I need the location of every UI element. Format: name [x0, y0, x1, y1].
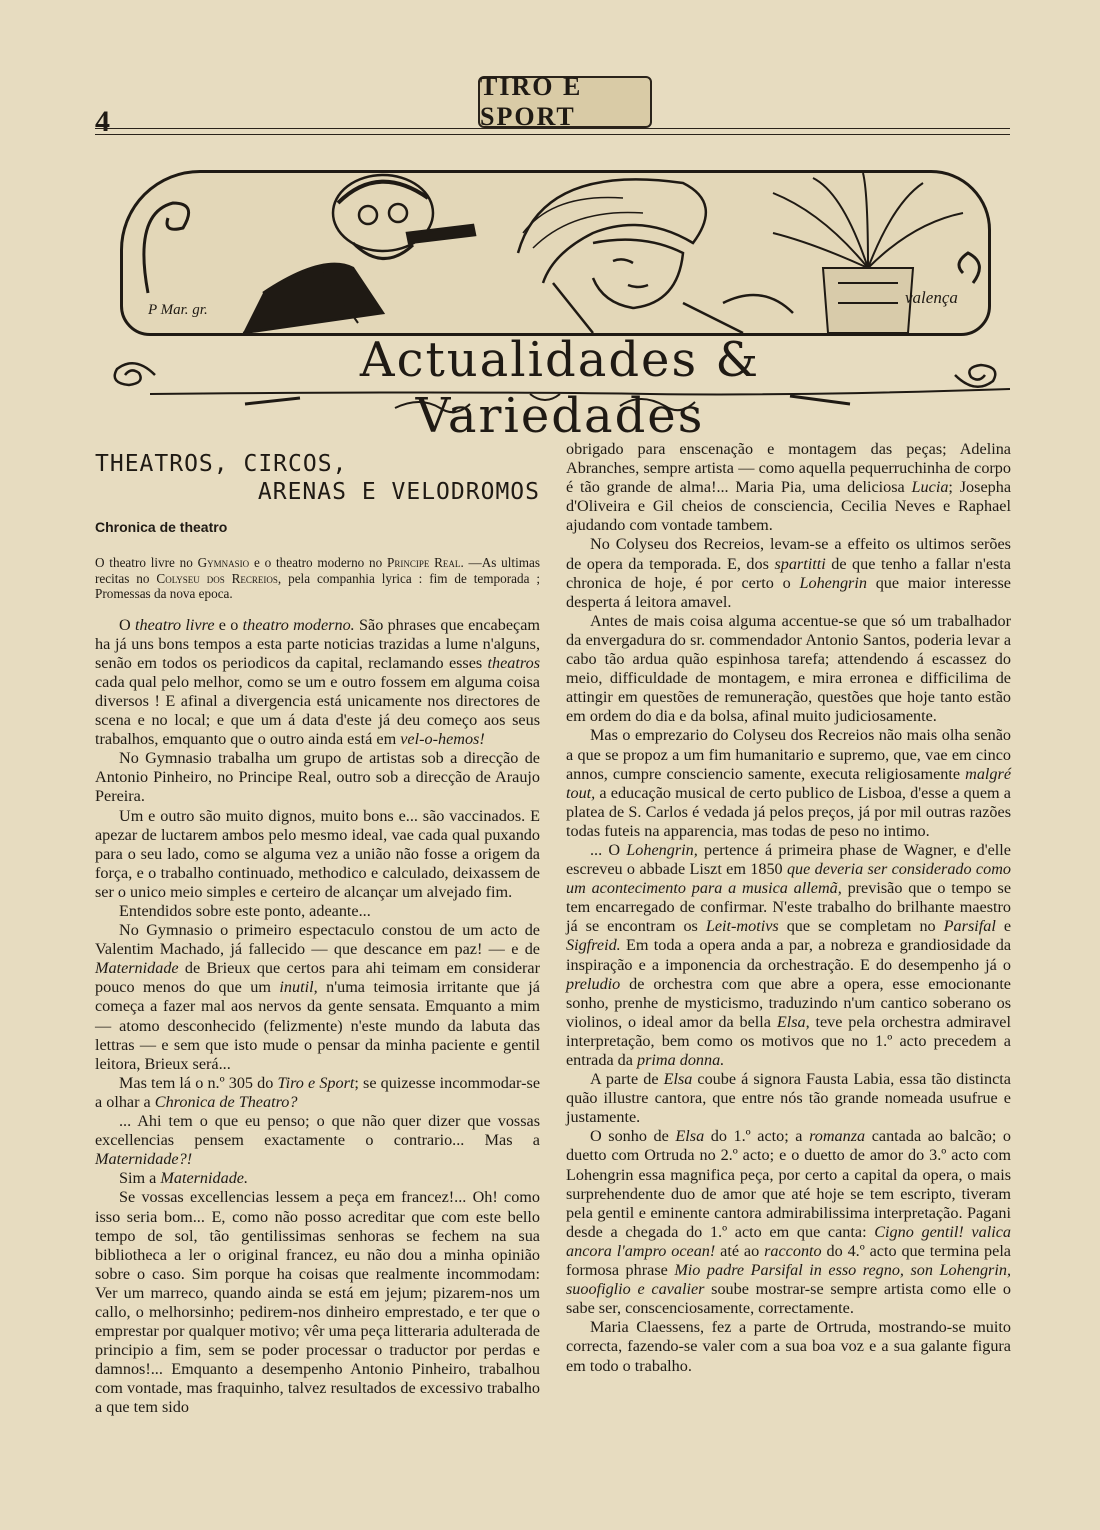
italic-text-run: theatro moderno. — [242, 615, 355, 634]
text-run: Principe Real — [387, 555, 461, 571]
text-run: O — [119, 615, 135, 634]
article-paragraph — [566, 440, 1011, 535]
article-paragraph — [95, 902, 540, 921]
page-number: 4 — [95, 105, 110, 138]
italic-text-run: Leit-motivs — [705, 917, 779, 936]
right-column-body — [566, 440, 1011, 1376]
text-run: que maior interesse desperta á leitora amavel. — [566, 573, 1011, 611]
article-paragraph — [95, 1112, 540, 1169]
italic-text-run: Chronica de Theatro? — [154, 1092, 298, 1111]
italic-text-run: Lucia — [911, 478, 949, 497]
illustrator-signature-right: valença — [905, 288, 958, 307]
text-run: e o — [214, 615, 243, 634]
article-paragraph — [566, 535, 1011, 611]
article-paragraph — [566, 1127, 1011, 1318]
italic-text-run: Cigno gentil! valica ancora l'ampro ocean! — [566, 1222, 1011, 1260]
text-run: Em toda a opera anda a par, a nobreza e grandiosidade da inspiração e a imponencia da orchestração. E do desempenho já o — [566, 936, 1011, 974]
text-run: Um e outro são muito dignos, muito bons e... são vaccinados. E apezar de luctarem ambos pelo mesmo ideal, vae cada qual puxando para o seu lado, como se alguma vez a união não fosse a origem da força, e o trabalho continuado, methodico e calculado, deixassem de ser o unico meio simples e certeiro de alcançar um alvejado fim. — [95, 806, 540, 901]
text-run: No Gymnasio trabalha um grupo de artistas sob a direcção de Antonio Pinheiro, no Principe Real, outro sob a direcção de Araujo Pereira. — [95, 749, 540, 806]
text-run: O sonho de — [590, 1127, 676, 1146]
text-run: ... O — [590, 840, 627, 859]
italic-text-run: romanza — [809, 1127, 866, 1146]
italic-text-run: inutil, — [279, 978, 318, 997]
text-run: e o theatro moderno no — [249, 555, 388, 571]
text-run: do 4.º acto que termina pela formosa phrase — [566, 1241, 1011, 1280]
italic-text-run: Maternidade — [95, 959, 179, 978]
italic-text-run: Sigfreid. — [566, 936, 621, 955]
text-run: n'uma teimosia irritante que já começa a fazer mal aos nervos da gente sensata. Emquanto a mim — atomo desconhecido (felizmente) n'este mundo da labuta das lettras — e sem que isto mude o pensar da minha paciente e gentil leitora, Brieux será... — [95, 978, 540, 1073]
masthead-logo: TIRO E SPORT — [478, 76, 652, 128]
text-run: que se completam no — [778, 917, 944, 936]
text-run: A parte de — [590, 1070, 664, 1089]
text-run: , pela companhia lyrica : fim de temporada ; Promessas da nova epoca. — [95, 570, 540, 602]
text-run: a educação musical de certo publico de Lisboa, d'esse a quem a platea de S. Carlos é vedada já pelos preços, já por mil outras razões todas futeis na apparencia, mas todas de peso no intimo. — [566, 783, 1011, 840]
italic-text-run: preludio — [566, 974, 621, 993]
italic-text-run: Parsifal — [943, 917, 996, 936]
illustration-drawing — [123, 173, 988, 333]
article-paragraph — [566, 726, 1011, 841]
text-run: coube á signora Fausta Labia, essa tão distincta quão illustre cantora, que entre nós tão grande nomeada usufrue e justamente. — [566, 1070, 1011, 1127]
italic-text-run: Lohengrin, — [626, 840, 698, 859]
text-run: Gymnasio — [197, 555, 250, 571]
text-run: Entendidos sobre este ponto, adeante... — [119, 902, 371, 920]
article-headline-line2: ARENAS E VELODROMOS — [257, 479, 540, 505]
text-run: Se vossas excellencias lessem a peça em francez!... Oh! como isso seria bom... E, como não posso acreditar que com este bello tempo de sol, tão gentilissimas senhoras se fechem na sua bibliotheca a ler o original francez, eu não dou a minha opinião sobre o caso. Sim porque ha coisas que realmente incommodam: Ver um marreco, quando ainda se está em jejum; pizarem-nos um callo, o melhorsinho; pedirem-nos dinheiro emprestado, e ter que o emprestar por qualquer motivo; vêr uma peça litteraria adulterada de principio a fim, sem se poder processar o traductor por perdas e damnos!... Emquanto a desempenho Antonio Pinheiro, trabalhou com vontade, mas fraquinho, talvez resultados de excessivo trabalho a que tem sido — [95, 1188, 540, 1417]
article-paragraph — [95, 1169, 540, 1188]
article-paragraph — [95, 1188, 540, 1417]
italic-text-run: prima donna. — [637, 1051, 725, 1069]
left-column-body — [95, 616, 540, 1418]
article-paragraph — [95, 807, 540, 902]
text-run: teve pela orchestra admiravel interpretação, bem como os motivos que no 1.º acto precedem a entrada da — [566, 1012, 1011, 1069]
top-rule-secondary — [95, 134, 1010, 135]
article-paragraph — [566, 841, 1011, 1070]
italic-text-run: Elsa — [675, 1127, 705, 1146]
text-run: ; se quizesse incommodar-se a olhar a — [95, 1073, 541, 1111]
article-paragraph — [95, 1074, 540, 1112]
text-run: No Colyseu dos Recreios, levam-se a effeito os ultimos serões de opera da temporada. E, dos — [566, 535, 1011, 573]
italic-text-run: malgré tout, — [566, 764, 1011, 802]
italic-text-run: Tiro e Sport — [277, 1073, 355, 1092]
italic-text-run: vel-o-hemos! — [400, 730, 485, 749]
text-run: e — [995, 917, 1012, 936]
title-underline-ornament — [150, 386, 1010, 422]
text-run: cada qual pelo melhor, como se um e outro fossem em alguma coisa diversos ! E afinal a divergencia está unicamente nos directores de scena e no local; e que um á data d'este já deu começo aos seus trabalhos, emquanto que o outro ainda está em — [95, 672, 540, 749]
article-paragraph — [95, 921, 540, 1074]
text-run: . —As ultimas recitas no — [95, 555, 540, 586]
article-right-column — [566, 440, 1011, 1376]
text-run: obrigado para enscenação e montagem das peças; Adelina Abranches, sempre artista — como aquella pequerruchinha de corpo é tão grande de alma!... Maria Pia, uma deliciosa — [566, 440, 1011, 497]
section-title: Actualidades & Variedades — [359, 332, 761, 444]
italic-text-run: Elsa — [663, 1070, 693, 1089]
text-run: de que tenho a fallar n'esta chronica de hoje, é por certo o — [566, 554, 1011, 592]
article-summary — [95, 555, 540, 602]
text-run: Maria Claessens, fez a parte de Ortruda, mostrando-se muito correcta, fazendo-se valer com a sua boa voz e a sua galante figura em todo o trabalho. — [566, 1318, 1011, 1375]
italic-text-run: Mio padre Parsifal in esso regno, son Lohengrin, suoofiglio e cavalier — [566, 1261, 1011, 1299]
text-run: ; Josepha d'Oliveira e Gil cheios de consciencia, Cecilia Neves e Raphael ajudando com vontade tambem. — [566, 478, 1012, 535]
italic-text-run: que deveria ser considerado como um acontecimento para a musica allemã, — [566, 860, 1011, 898]
text-run: O theatro livre no — [95, 555, 198, 571]
text-run: soube mostrar-se sempre artista como elle o sabe ser, conscenciosamente, correctamente. — [566, 1280, 1011, 1318]
text-run: Sim a — [119, 1169, 161, 1188]
illustrator-signature-left: P Mar. gr. — [148, 302, 208, 318]
text-run: Colyseu dos Recreios — [156, 570, 278, 586]
italic-text-run: Elsa, — [776, 1012, 810, 1031]
article-left-column — [95, 440, 540, 1418]
text-run: do 1.º acto; a — [704, 1127, 810, 1146]
text-run: Antes de mais coisa alguma accentue-se que só um trabalhador da envergadura do sr. commendador Antonio Santos, poderia levar a cabo tão ardua quão espinhosa tarefa; attendendo á escassez do meio, difficuldade de montagem, e mira erronea e difficilima de attingir em questões de remuneração, questões que hoje tanto estão em ordem do dia e da bolsa, afinal muito judiciosamente. — [566, 611, 1011, 726]
italic-text-run: theatro livre — [134, 615, 215, 634]
italic-text-run: spartitti — [774, 554, 826, 573]
article-paragraph — [95, 749, 540, 806]
text-run: ... Ahi tem o que eu penso; o que não quer dizer que vossas excellencias pensem exactamente o contrario... Mas a — [95, 1112, 540, 1150]
text-run: Mas o emprezario do Colyseu dos Recreios não mais olha senão a que se propoz a um fim humanitario e supremo, que, vae em cinco annos, cumpre consciencio samente, executa religiosamente — [566, 726, 1011, 783]
italic-text-run: Lohengrin — [799, 573, 867, 592]
text-run: cantada ao balcão; o duetto com Ortruda no 2.º acto; e o duetto de amor do 3.º acto com Lohengrin essa magnifica peça, por certo a capital da opera, o mais surprehendente duo de amor que até hoje se tem escripto, tiveram pela gentil e eminente cantora admirabilissima interpretação. Pagani desde a chegada do 1.º acto em que canta: — [566, 1127, 1011, 1241]
text-run: No Gymnasio o primeiro espectaculo constou de um acto de Valentim Machado, já fallecido — que descance em paz! — e de — [95, 921, 540, 959]
italic-text-run: theatros — [487, 653, 540, 672]
article-paragraph — [566, 1070, 1011, 1127]
text-run: de Brieux que certos para ahi teimam em considerar pouco menos do que um — [95, 959, 540, 997]
text-run: Mas tem lá o n.º 305 do — [119, 1073, 278, 1092]
italic-text-run: Maternidade?! — [95, 1150, 193, 1169]
article-headline-line1: THEATROS, CIRCOS, — [95, 451, 348, 477]
italic-text-run: racconto — [764, 1241, 822, 1260]
text-run: pertence á primeira phase de Wagner, e d'elle escreveu o abbade Liszt em 1850 — [566, 840, 1011, 879]
article-paragraph — [566, 1318, 1011, 1375]
top-rule — [95, 128, 1010, 129]
article-paragraph — [95, 616, 540, 750]
text-run: de orchestra com que abre a opera, esse emocionante sonho, prenhe de mysticismo, traduzindo n'um cantico soberano os violinos, o ideal amor da bella — [566, 974, 1011, 1031]
text-run: previsão que o tempo se tem encarregado de confirmar. N'este trabalho do brilhante maestro já se encontram os — [566, 879, 1011, 936]
article-paragraph — [566, 612, 1011, 727]
text-run: São phrases que encabeçam ha já uns bons tempos a esta parte noticias trazidas a lume n'alguns, senão em todos os periodicos da capital, reclamando esses — [95, 615, 540, 672]
text-run: até ao — [715, 1241, 765, 1260]
article-subheading: Chronica de theatro — [95, 519, 228, 535]
italic-text-run: Maternidade. — [160, 1169, 249, 1188]
header-illustration — [120, 170, 991, 336]
